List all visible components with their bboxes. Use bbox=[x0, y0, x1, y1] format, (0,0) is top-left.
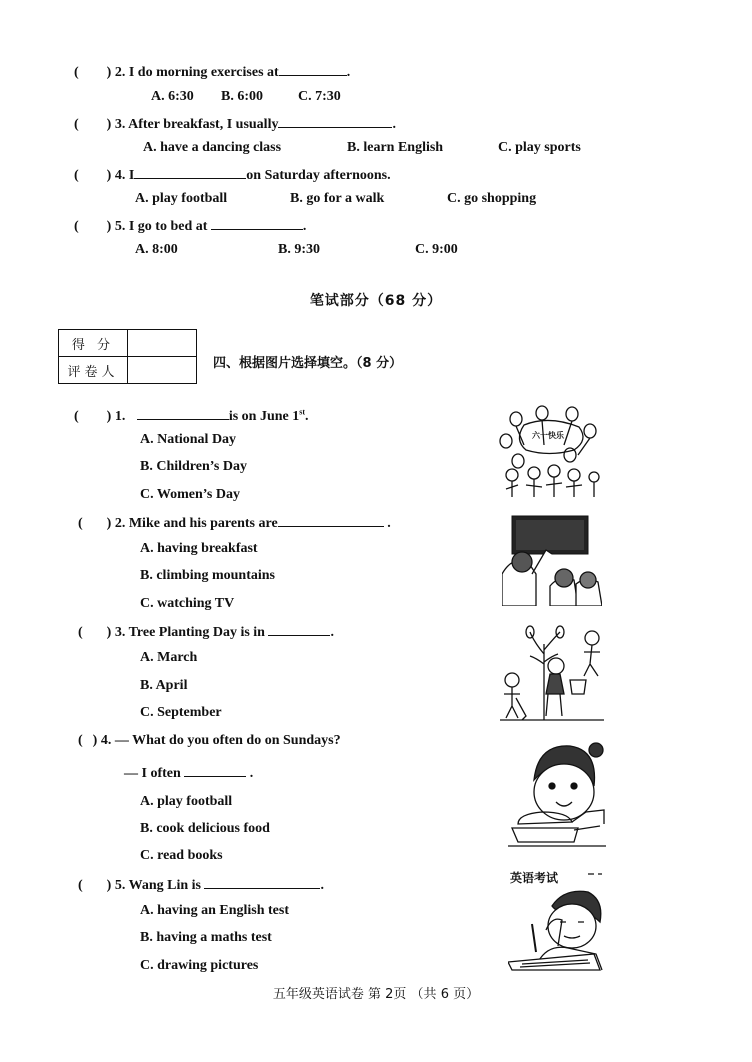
option[interactable]: A. 6:30 bbox=[151, 89, 194, 104]
written-part-title: 笔试部分（68 分） bbox=[309, 293, 443, 309]
question-5: ( ) 5. Wang Lin is . bbox=[78, 878, 324, 893]
option[interactable]: C. read books bbox=[140, 848, 223, 863]
answer-blank[interactable] bbox=[211, 217, 303, 230]
option[interactable]: A. having an English test bbox=[140, 903, 289, 918]
option[interactable]: C. watching TV bbox=[140, 596, 235, 611]
listening-q2: ( ) 2. I do morning exercises at . bbox=[74, 65, 351, 80]
childrens-day-picture bbox=[494, 405, 604, 503]
answer-line: — I often . bbox=[124, 766, 254, 781]
option[interactable]: B. climbing mountains bbox=[140, 568, 275, 583]
score-label: 得 分 bbox=[59, 330, 128, 357]
question-1: ( ) 1. is on June 1st. bbox=[74, 407, 309, 424]
answer-blank[interactable] bbox=[278, 514, 384, 527]
option[interactable]: A. play football bbox=[140, 794, 233, 809]
option[interactable]: B. April bbox=[140, 678, 188, 693]
option[interactable]: C. 7:30 bbox=[298, 89, 341, 104]
option[interactable]: C. September bbox=[140, 705, 222, 720]
option[interactable]: C. Women’s Day bbox=[140, 487, 240, 502]
page-footer: 五年级英语试卷 第 2页 （共 6 页） bbox=[272, 987, 480, 1002]
option[interactable]: B. Children’s Day bbox=[140, 459, 247, 474]
cooking-picture bbox=[508, 740, 606, 848]
answer-blank[interactable] bbox=[279, 63, 347, 76]
option[interactable]: B. 9:30 bbox=[278, 242, 320, 257]
score-cell[interactable] bbox=[128, 330, 197, 357]
answer-blank[interactable] bbox=[137, 407, 229, 420]
listening-q4: ( ) 4. I on Saturday afternoons. bbox=[74, 168, 391, 183]
question-4: ( ) 4. — What do you often do on Sundays? bbox=[78, 733, 341, 748]
grader-label: 评卷人 bbox=[59, 357, 128, 384]
answer-blank[interactable] bbox=[278, 115, 392, 128]
answer-blank[interactable] bbox=[268, 623, 330, 636]
option[interactable]: C. go shopping bbox=[447, 191, 537, 206]
answer-blank[interactable] bbox=[134, 166, 246, 179]
option[interactable]: B. learn English bbox=[347, 140, 444, 155]
question-3: ( ) 3. Tree Planting Day is in . bbox=[78, 625, 334, 640]
option[interactable]: C. play sports bbox=[498, 140, 581, 155]
option[interactable]: B. 6:00 bbox=[221, 89, 263, 104]
option[interactable]: A. having breakfast bbox=[140, 541, 258, 556]
answer-blank[interactable] bbox=[204, 876, 320, 889]
tree-planting-picture bbox=[500, 624, 604, 722]
option[interactable]: C. 9:00 bbox=[415, 242, 458, 257]
picture-caption: 六一快乐 bbox=[532, 431, 564, 440]
option[interactable]: A. have a dancing class bbox=[143, 140, 282, 155]
picture-caption: 英语考试 bbox=[510, 871, 559, 885]
option[interactable]: B. cook delicious food bbox=[140, 821, 270, 836]
option[interactable]: C. drawing pictures bbox=[140, 958, 259, 973]
english-test-picture bbox=[508, 866, 606, 972]
option[interactable]: A. 8:00 bbox=[135, 242, 178, 257]
score-table bbox=[58, 329, 197, 384]
option[interactable]: A. National Day bbox=[140, 432, 237, 447]
watching-tv-picture bbox=[502, 514, 602, 606]
answer-blank[interactable] bbox=[184, 764, 246, 777]
option[interactable]: A. play football bbox=[135, 191, 228, 206]
option[interactable]: B. go for a walk bbox=[290, 191, 385, 206]
question-2: ( ) 2. Mike and his parents are . bbox=[78, 516, 391, 531]
section-title: 四、根据图片选择填空。（8 分） bbox=[213, 356, 403, 371]
listening-q5: ( ) 5. I go to bed at . bbox=[74, 219, 307, 234]
option[interactable]: A. March bbox=[140, 650, 198, 665]
grader-cell[interactable] bbox=[128, 357, 197, 384]
listening-q3: ( ) 3. After breakfast, I usually . bbox=[74, 117, 396, 132]
option[interactable]: B. having a maths test bbox=[140, 930, 272, 945]
